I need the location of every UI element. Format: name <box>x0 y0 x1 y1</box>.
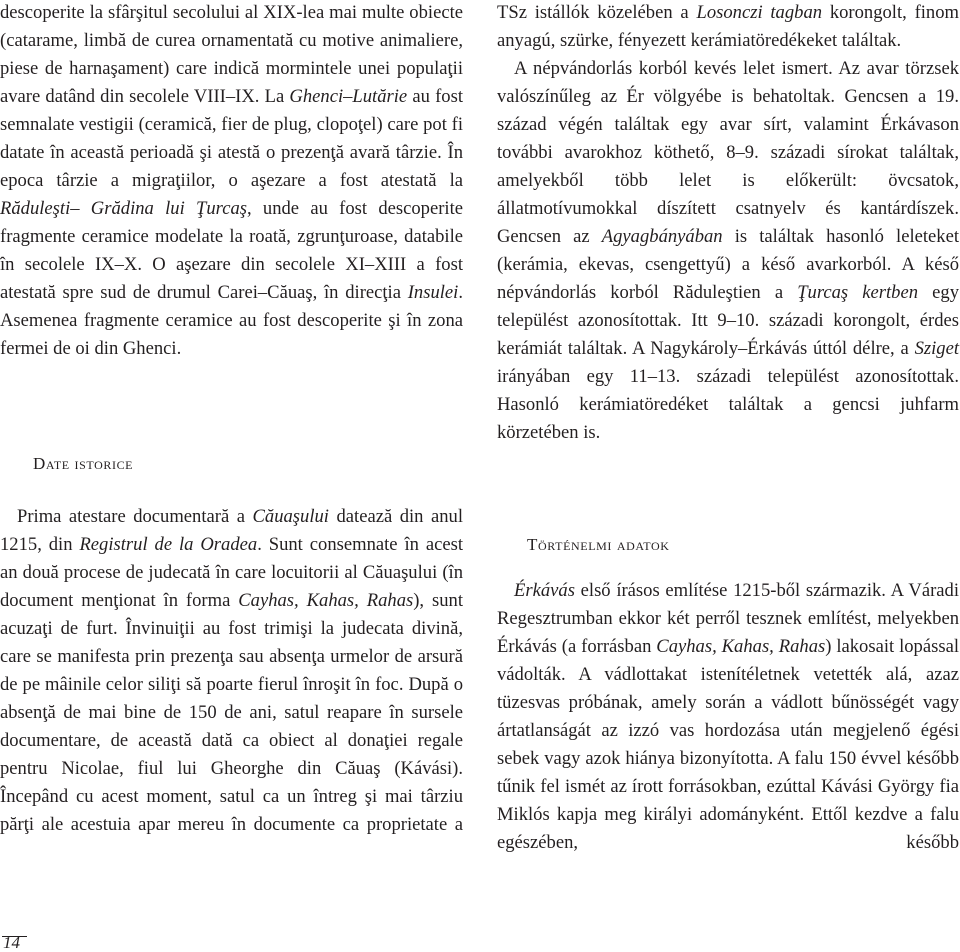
place-sziget: Sziget <box>914 338 959 359</box>
left-top-paragraph: descoperite la sfârşitul secolului al XIX-lea mai multe obiecte (catarame, limbă de curea ornamentată cu motive animaliere, piese de harnaşament) care indică mormintele unei populaţii avare datând din secolele VIII–IX. La Ghenci–Lutărie au fost semnalate vestigii (ceramică, fier de plug, clopoţel) care pot fi datate în această perioadă şi atestă o prezenţă avară târzie. În epoca târzie a migraţiilor, o aşezare a fost atestată la Răduleşti– Grădina lui Ţurcaş, unde au fost descoperite fragmente ceramice modelate la roată, zgrunţuroase, databile în secolele IX–X. O aşezare din secolele XI–XIII a fost atestată spre sud de drumul Carei–Căuaş, în direcţia Insulei. Asemenea fragmente ceramice au fost descoperite şi în zona fermei de oi din Ghenci. <box>0 2 463 359</box>
left-history-block <box>0 503 463 839</box>
source-registrul-oradea: Registrul de la Oradea <box>79 534 258 555</box>
left-top-block <box>0 0 463 363</box>
place-erkavas: Érkávás <box>514 580 575 601</box>
right-top-paragraph-1: TSz istállók közelében a Losonczi tagban korongolt, finom anyagú, szürke, fényezett kerámiatöredékeket találtak. <box>497 2 959 51</box>
place-insulei: Insulei <box>407 282 459 303</box>
right-top-paragraph-2: A népvándorlás korból kevés lelet ismert. Az avar törzsek valószínűleg az Ér völgyébe is behatoltak. Gencsen a 19. század végén találtak egy avar sírt, valamint Érkávason további avarokhoz köthető, 8–9. századi sírokat találtak, amelyekből több lelet is előkerült: övcsatok, állatmotívumokkal díszített csatnyelv és kantárdíszek. Gencsen az Agyagbányában is találtak hasonló leleteket (kerámia, ekevas, csengettyű) a késő avarkorból. A késő népvándorlás korból Răduleştien a Ţurcaş kertben egy települést azonosítottak. Itt 9–10. századi korongolt, érdes kerámiát találtak. A Nagykároly–Érkávás úttól délre, a Sziget irányában egy 11–13. századi települést azonosítottak. Hasonló kerámiatöredéket találtak a gencsi juhfarm körzetében is. <box>497 58 960 443</box>
place-ghenci-lutarie: Ghenci–Lutărie <box>289 86 408 107</box>
section-heading-date-istorice: Date istorice <box>33 454 134 473</box>
place-radulesti: Răduleşti– Grădina lui Ţurcaş <box>0 198 247 219</box>
right-top-block <box>497 0 959 447</box>
place-agyagbanya: Agyagbányában <box>601 226 723 247</box>
page-number: 14 <box>3 933 20 952</box>
right-history-paragraph: Érkávás első írásos említése 1215-ből származik. A Váradi Regesztrumban ekkor két perről tesznek említést, melyekben Érkávás (a forrásban Cayhas, Kahas, Rahas) lakosait lopással vádolták. A vádlottakat istenítéletnek vetették alá, azaz tüzesvas próbának, amely során a vádlott bűnösségét vagy ártatlanságát az izzó vas hordozása után megjelenő égési sebek vagy azok hiánya bizonyította. A falu 150 évvel később tűnik fel ismét az írott forrásokban, ezúttal Kávási György fia Miklós kapja meg királyi adományként. Ettől kezdve a falu egészében, később <box>497 580 959 853</box>
right-history-block <box>497 577 959 857</box>
left-history-paragraph: Prima atestare documentară a Căuaşului datează din anul 1215, din Registrul de la Oradea. Sunt consemnate în acest an două procese de judecată în care locuitorii al Căuaşului (în document menţionat în forma Cayhas, Kahas, Rahas), sunt acuzaţi de furt. Învinuiţii au fost trimişi la judecata divină, care se manifesta prin prezenţa sau absenţa urmelor de arsură de pe mâinile celor siliţi să poarte fierul înroşit în foc. După o absenţă de mai bine de 150 de ani, satul reapare în sursele documentare, de această dată ca obiect al donaţiei regale pentru Nicolae, fiul lui Gheorghe din Căuaş (Kávási). Începând cu acest moment, satul ca un întreg şi mai târziu părţi ale acestuia apar mereu în documente ca proprietate a <box>0 506 464 835</box>
place-cauasului: Căuaşului <box>252 506 329 527</box>
historic-names: Cayhas, Kahas, Rahas <box>238 590 414 611</box>
section-heading-tortenelmi-adatok: Történelmi adatok <box>527 535 670 554</box>
place-turcas-kert: Ţurcaş kertben <box>797 282 919 303</box>
historic-names-hu: Cayhas, Kahas, Rahas <box>656 636 826 657</box>
place-losonczi-tag: Losonczi tagban <box>696 2 823 23</box>
